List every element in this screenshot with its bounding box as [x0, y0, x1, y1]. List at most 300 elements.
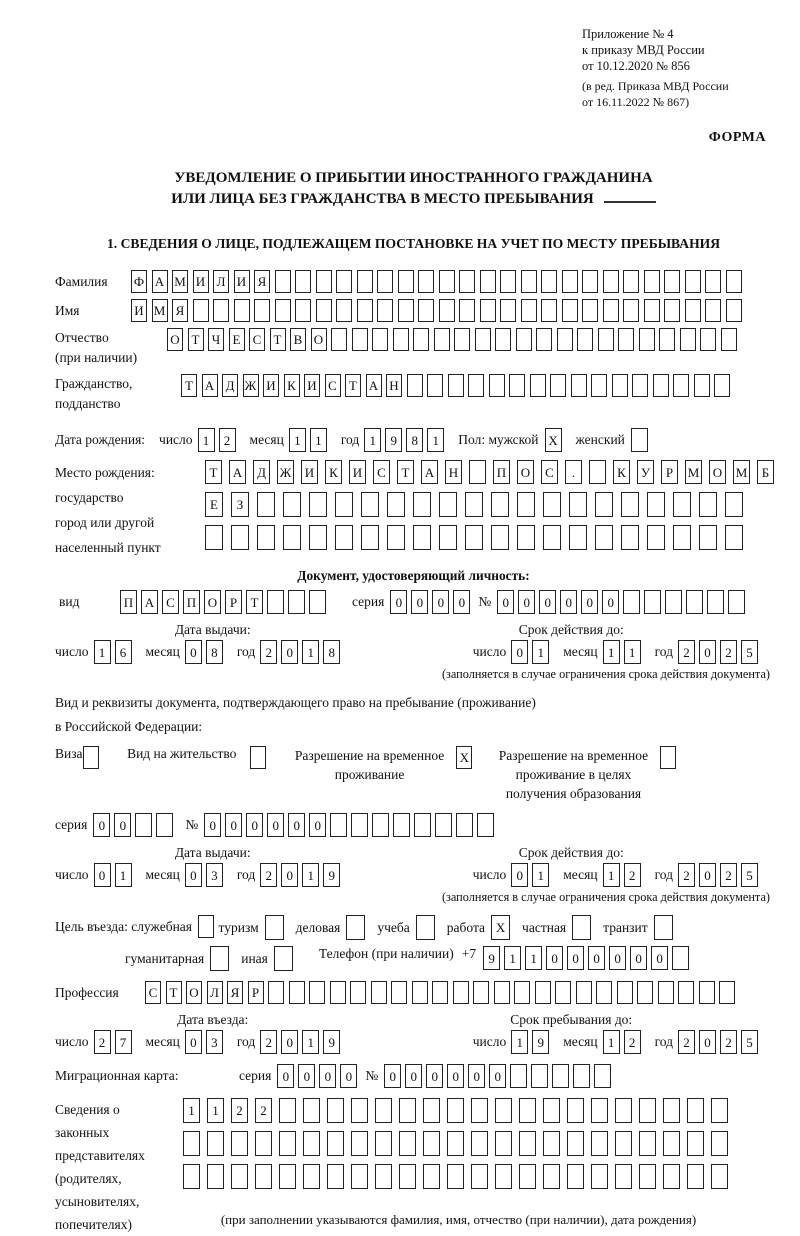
char-cell[interactable]	[352, 328, 368, 351]
char-cell[interactable]: И	[234, 270, 250, 293]
char-cell[interactable]: 0	[340, 1064, 357, 1088]
char-cell[interactable]	[495, 328, 511, 351]
char-cell[interactable]	[254, 299, 270, 322]
char-cell[interactable]	[569, 492, 587, 517]
char-cell[interactable]: Б	[757, 460, 774, 484]
char-cell[interactable]	[725, 492, 743, 517]
char-cell[interactable]: Р	[661, 460, 678, 484]
char-cell[interactable]: 1	[302, 640, 319, 664]
char-cell[interactable]	[413, 328, 429, 351]
char-cell[interactable]	[644, 299, 660, 322]
char-cell[interactable]	[303, 1098, 320, 1123]
char-cell[interactable]: 0	[453, 590, 470, 614]
char-cell[interactable]: С	[373, 460, 390, 484]
char-cell[interactable]: 0	[93, 813, 110, 837]
char-cell[interactable]: 0	[602, 590, 619, 614]
char-cell[interactable]	[475, 328, 491, 351]
char-cell[interactable]	[500, 299, 516, 322]
char-cell[interactable]	[550, 374, 566, 397]
char-cell[interactable]	[664, 299, 680, 322]
char-cell[interactable]	[726, 299, 742, 322]
char-cell[interactable]: 0	[560, 590, 577, 614]
char-cell[interactable]	[330, 981, 346, 1004]
char-cell[interactable]	[621, 525, 639, 550]
char-cell[interactable]	[423, 1164, 440, 1189]
char-cell[interactable]	[495, 1164, 512, 1189]
char-cell[interactable]: К	[613, 460, 630, 484]
char-cell[interactable]: Н	[386, 374, 402, 397]
char-cell[interactable]	[453, 981, 469, 1004]
char-cell[interactable]	[577, 328, 593, 351]
char-cell[interactable]: Ф	[131, 270, 147, 293]
char-cell[interactable]: 2	[720, 863, 737, 887]
char-cell[interactable]: 1	[511, 1030, 528, 1054]
char-cell[interactable]	[653, 374, 669, 397]
char-cell[interactable]: Н	[445, 460, 462, 484]
char-cell[interactable]: 2	[624, 863, 641, 887]
char-cell[interactable]	[83, 746, 99, 769]
char-cell[interactable]	[617, 981, 633, 1004]
char-cell[interactable]	[562, 270, 578, 293]
char-cell[interactable]: 0	[309, 813, 326, 837]
char-cell[interactable]	[255, 1164, 272, 1189]
char-cell[interactable]	[555, 981, 571, 1004]
char-cell[interactable]: 2	[678, 1030, 695, 1054]
char-cell[interactable]: 5	[741, 1030, 758, 1054]
char-cell[interactable]: О	[167, 328, 183, 351]
char-cell[interactable]	[331, 328, 347, 351]
char-cell[interactable]	[519, 1131, 536, 1156]
char-cell[interactable]: И	[349, 460, 366, 484]
char-cell[interactable]: 1	[207, 1098, 224, 1123]
char-cell[interactable]: 0	[185, 1030, 202, 1054]
char-cell[interactable]	[471, 1131, 488, 1156]
char-cell[interactable]	[283, 525, 301, 550]
char-cell[interactable]	[726, 270, 742, 293]
char-cell[interactable]: С	[541, 460, 558, 484]
char-cell[interactable]	[516, 328, 532, 351]
char-cell[interactable]	[517, 525, 535, 550]
char-cell[interactable]	[591, 1098, 608, 1123]
char-cell[interactable]	[309, 981, 325, 1004]
char-cell[interactable]	[303, 1164, 320, 1189]
char-cell[interactable]	[371, 981, 387, 1004]
purpose-option-checkbox[interactable]	[265, 915, 284, 940]
char-cell[interactable]	[309, 492, 327, 517]
char-cell[interactable]	[377, 270, 393, 293]
char-cell[interactable]	[336, 270, 352, 293]
char-cell[interactable]	[135, 813, 152, 837]
char-cell[interactable]: А	[366, 374, 382, 397]
char-cell[interactable]	[439, 525, 457, 550]
purpose-option-checkbox[interactable]	[654, 915, 673, 940]
char-cell[interactable]: Я	[254, 270, 270, 293]
char-cell[interactable]	[303, 1131, 320, 1156]
char-cell[interactable]	[711, 1098, 728, 1123]
char-cell[interactable]: 2	[678, 863, 695, 887]
char-cell[interactable]	[198, 915, 214, 938]
char-cell[interactable]	[351, 1098, 368, 1123]
char-cell[interactable]: И	[193, 270, 209, 293]
char-cell[interactable]	[519, 1164, 536, 1189]
char-cell[interactable]: 9	[385, 428, 402, 452]
purpose-option-checkbox[interactable]	[416, 915, 435, 940]
char-cell[interactable]: 0	[489, 1064, 506, 1088]
char-cell[interactable]: Д	[253, 460, 270, 484]
char-cell[interactable]	[234, 299, 250, 322]
char-cell[interactable]: 1	[532, 640, 549, 664]
char-cell[interactable]: Т	[397, 460, 414, 484]
char-cell[interactable]	[705, 270, 721, 293]
char-cell[interactable]	[509, 374, 525, 397]
char-cell[interactable]: 2	[260, 640, 277, 664]
char-cell[interactable]: Е	[229, 328, 245, 351]
char-cell[interactable]: Л	[213, 270, 229, 293]
char-cell[interactable]	[447, 1098, 464, 1123]
char-cell[interactable]	[623, 299, 639, 322]
char-cell[interactable]: М	[172, 270, 188, 293]
char-cell[interactable]	[685, 299, 701, 322]
char-cell[interactable]	[418, 270, 434, 293]
char-cell[interactable]: 0	[185, 863, 202, 887]
char-cell[interactable]	[514, 981, 530, 1004]
char-cell[interactable]	[439, 270, 455, 293]
char-cell[interactable]	[275, 270, 291, 293]
char-cell[interactable]	[725, 525, 743, 550]
char-cell[interactable]	[694, 374, 710, 397]
char-cell[interactable]	[705, 299, 721, 322]
char-cell[interactable]	[647, 525, 665, 550]
char-cell[interactable]	[569, 525, 587, 550]
char-cell[interactable]	[351, 1164, 368, 1189]
char-cell[interactable]	[330, 813, 347, 837]
char-cell[interactable]: П	[183, 590, 200, 614]
char-cell[interactable]	[456, 813, 473, 837]
char-cell[interactable]: И	[263, 374, 279, 397]
char-cell[interactable]	[673, 492, 691, 517]
char-cell[interactable]: К	[284, 374, 300, 397]
char-cell[interactable]	[183, 1131, 200, 1156]
char-cell[interactable]	[631, 428, 648, 452]
char-cell[interactable]: П	[493, 460, 510, 484]
char-cell[interactable]: 0	[651, 946, 668, 970]
char-cell[interactable]: Ж	[277, 460, 294, 484]
char-cell[interactable]	[279, 1164, 296, 1189]
char-cell[interactable]	[639, 1131, 656, 1156]
char-cell[interactable]	[618, 328, 634, 351]
char-cell[interactable]	[678, 981, 694, 1004]
char-cell[interactable]	[473, 981, 489, 1004]
char-cell[interactable]: 2	[94, 1030, 111, 1054]
char-cell[interactable]	[623, 270, 639, 293]
char-cell[interactable]: 1	[603, 640, 620, 664]
char-cell[interactable]	[721, 328, 737, 351]
char-cell[interactable]	[288, 590, 305, 614]
char-cell[interactable]	[480, 270, 496, 293]
char-cell[interactable]	[589, 460, 606, 484]
char-cell[interactable]: 0	[511, 863, 528, 887]
char-cell[interactable]: 1	[94, 640, 111, 664]
char-cell[interactable]: 2	[255, 1098, 272, 1123]
char-cell[interactable]	[591, 1131, 608, 1156]
char-cell[interactable]	[639, 1098, 656, 1123]
char-cell[interactable]	[447, 1131, 464, 1156]
char-cell[interactable]: 0	[497, 590, 514, 614]
char-cell[interactable]	[387, 525, 405, 550]
char-cell[interactable]	[357, 270, 373, 293]
char-cell[interactable]	[664, 270, 680, 293]
purpose-option-checkbox[interactable]: X	[491, 915, 510, 940]
char-cell[interactable]: Я	[227, 981, 243, 1004]
char-cell[interactable]	[658, 981, 674, 1004]
char-cell[interactable]	[567, 1164, 584, 1189]
char-cell[interactable]	[582, 299, 598, 322]
char-cell[interactable]	[454, 328, 470, 351]
char-cell[interactable]	[207, 1164, 224, 1189]
char-cell[interactable]	[699, 981, 715, 1004]
char-cell[interactable]: Я	[172, 299, 188, 322]
char-cell[interactable]	[413, 492, 431, 517]
char-cell[interactable]	[375, 1098, 392, 1123]
char-cell[interactable]: 9	[323, 1030, 340, 1054]
char-cell[interactable]	[665, 590, 682, 614]
char-cell[interactable]	[387, 492, 405, 517]
char-cell[interactable]	[632, 374, 648, 397]
char-cell[interactable]	[519, 1098, 536, 1123]
char-cell[interactable]: 0	[699, 640, 716, 664]
char-cell[interactable]: О	[204, 590, 221, 614]
char-cell[interactable]	[398, 270, 414, 293]
char-cell[interactable]	[423, 1131, 440, 1156]
char-cell[interactable]: М	[685, 460, 702, 484]
char-cell[interactable]	[459, 299, 475, 322]
char-cell[interactable]	[432, 981, 448, 1004]
char-cell[interactable]	[351, 813, 368, 837]
char-cell[interactable]: Л	[207, 981, 223, 1004]
char-cell[interactable]	[468, 374, 484, 397]
char-cell[interactable]: О	[517, 460, 534, 484]
char-cell[interactable]	[471, 1164, 488, 1189]
char-cell[interactable]	[231, 525, 249, 550]
char-cell[interactable]: Е	[205, 492, 223, 517]
char-cell[interactable]	[279, 1098, 296, 1123]
char-cell[interactable]: 3	[206, 1030, 223, 1054]
char-cell[interactable]: 0	[277, 1064, 294, 1088]
char-cell[interactable]	[283, 492, 301, 517]
char-cell[interactable]	[471, 1098, 488, 1123]
char-cell[interactable]	[213, 299, 229, 322]
char-cell[interactable]	[659, 328, 675, 351]
char-cell[interactable]	[594, 1064, 611, 1088]
char-cell[interactable]	[680, 328, 696, 351]
char-cell[interactable]: 0	[405, 1064, 422, 1088]
char-cell[interactable]	[413, 525, 431, 550]
char-cell[interactable]: А	[141, 590, 158, 614]
purpose-option-checkbox[interactable]	[274, 946, 293, 971]
char-cell[interactable]: 9	[532, 1030, 549, 1054]
char-cell[interactable]	[612, 374, 628, 397]
char-cell[interactable]: К	[325, 460, 342, 484]
char-cell[interactable]	[335, 525, 353, 550]
char-cell[interactable]	[183, 1164, 200, 1189]
char-cell[interactable]: 1	[364, 428, 381, 452]
char-cell[interactable]: 0	[185, 640, 202, 664]
char-cell[interactable]	[543, 492, 561, 517]
char-cell[interactable]: 0	[288, 813, 305, 837]
char-cell[interactable]: 1	[115, 863, 132, 887]
char-cell[interactable]: 1	[603, 863, 620, 887]
char-cell[interactable]	[316, 299, 332, 322]
char-cell[interactable]: 1	[427, 428, 444, 452]
char-cell[interactable]: 0	[281, 863, 298, 887]
char-cell[interactable]	[439, 492, 457, 517]
char-cell[interactable]: 1	[289, 428, 306, 452]
char-cell[interactable]	[336, 299, 352, 322]
char-cell[interactable]: 5	[741, 640, 758, 664]
char-cell[interactable]: А	[421, 460, 438, 484]
char-cell[interactable]	[412, 981, 428, 1004]
char-cell[interactable]	[399, 1131, 416, 1156]
char-cell[interactable]: 8	[206, 640, 223, 664]
char-cell[interactable]	[615, 1131, 632, 1156]
char-cell[interactable]: 0	[384, 1064, 401, 1088]
char-cell[interactable]	[541, 270, 557, 293]
char-cell[interactable]	[393, 328, 409, 351]
char-cell[interactable]	[576, 981, 592, 1004]
char-cell[interactable]	[427, 374, 443, 397]
char-cell[interactable]	[673, 525, 691, 550]
char-cell[interactable]: 0	[281, 640, 298, 664]
char-cell[interactable]: 0	[426, 1064, 443, 1088]
char-cell[interactable]: М	[733, 460, 750, 484]
char-cell[interactable]: 0	[281, 1030, 298, 1054]
char-cell[interactable]	[423, 1098, 440, 1123]
char-cell[interactable]: У	[637, 460, 654, 484]
char-cell[interactable]	[567, 1131, 584, 1156]
char-cell[interactable]	[495, 1131, 512, 1156]
char-cell[interactable]: С	[162, 590, 179, 614]
char-cell[interactable]: 9	[483, 946, 500, 970]
char-cell[interactable]	[491, 492, 509, 517]
char-cell[interactable]	[357, 299, 373, 322]
char-cell[interactable]	[711, 1131, 728, 1156]
char-cell[interactable]: 0	[699, 863, 716, 887]
char-cell[interactable]: 0	[94, 863, 111, 887]
char-cell[interactable]: 0	[581, 590, 598, 614]
char-cell[interactable]	[350, 981, 366, 1004]
purpose-option-checkbox[interactable]	[572, 915, 591, 940]
char-cell[interactable]: Р	[225, 590, 242, 614]
char-cell[interactable]: Т	[181, 374, 197, 397]
char-cell[interactable]: 2	[624, 1030, 641, 1054]
char-cell[interactable]	[685, 270, 701, 293]
char-cell[interactable]	[268, 981, 284, 1004]
char-cell[interactable]	[672, 946, 689, 970]
char-cell[interactable]	[552, 1064, 569, 1088]
char-cell[interactable]: Т	[246, 590, 263, 614]
char-cell[interactable]: С	[325, 374, 341, 397]
char-cell[interactable]: 0	[319, 1064, 336, 1088]
char-cell[interactable]	[530, 374, 546, 397]
char-cell[interactable]: 0	[390, 590, 407, 614]
char-cell[interactable]	[567, 1098, 584, 1123]
char-cell[interactable]	[714, 374, 730, 397]
char-cell[interactable]	[707, 590, 724, 614]
char-cell[interactable]: 1	[532, 863, 549, 887]
char-cell[interactable]	[699, 525, 717, 550]
char-cell[interactable]	[660, 746, 676, 769]
char-cell[interactable]: 2	[720, 1030, 737, 1054]
char-cell[interactable]	[699, 492, 717, 517]
char-cell[interactable]	[541, 299, 557, 322]
char-cell[interactable]: 0	[539, 590, 556, 614]
char-cell[interactable]: А	[202, 374, 218, 397]
char-cell[interactable]	[309, 590, 326, 614]
char-cell[interactable]	[644, 590, 661, 614]
char-cell[interactable]: 8	[323, 640, 340, 664]
char-cell[interactable]: 0	[267, 813, 284, 837]
char-cell[interactable]	[687, 1098, 704, 1123]
char-cell[interactable]	[562, 299, 578, 322]
char-cell[interactable]	[596, 981, 612, 1004]
char-cell[interactable]: 9	[323, 863, 340, 887]
char-cell[interactable]: А	[152, 270, 168, 293]
char-cell[interactable]	[257, 525, 275, 550]
char-cell[interactable]: В	[290, 328, 306, 351]
char-cell[interactable]	[407, 374, 423, 397]
char-cell[interactable]: 1	[302, 863, 319, 887]
char-cell[interactable]: 0	[432, 590, 449, 614]
char-cell[interactable]: 2	[678, 640, 695, 664]
char-cell[interactable]: 3	[206, 863, 223, 887]
char-cell[interactable]	[414, 813, 431, 837]
char-cell[interactable]: 0	[546, 946, 563, 970]
char-cell[interactable]	[255, 1131, 272, 1156]
char-cell[interactable]	[700, 328, 716, 351]
char-cell[interactable]	[489, 374, 505, 397]
char-cell[interactable]	[711, 1164, 728, 1189]
char-cell[interactable]	[543, 525, 561, 550]
char-cell[interactable]	[289, 981, 305, 1004]
char-cell[interactable]	[591, 1164, 608, 1189]
char-cell[interactable]	[603, 270, 619, 293]
char-cell[interactable]: С	[249, 328, 265, 351]
char-cell[interactable]: 1	[525, 946, 542, 970]
char-cell[interactable]	[543, 1131, 560, 1156]
char-cell[interactable]	[275, 299, 291, 322]
char-cell[interactable]	[615, 1164, 632, 1189]
char-cell[interactable]	[663, 1098, 680, 1123]
char-cell[interactable]	[193, 299, 209, 322]
char-cell[interactable]	[375, 1164, 392, 1189]
char-cell[interactable]	[361, 525, 379, 550]
char-cell[interactable]	[434, 328, 450, 351]
char-cell[interactable]	[687, 1164, 704, 1189]
char-cell[interactable]: 1	[504, 946, 521, 970]
char-cell[interactable]	[719, 981, 735, 1004]
char-cell[interactable]	[543, 1164, 560, 1189]
char-cell[interactable]: Р	[248, 981, 264, 1004]
char-cell[interactable]: 0	[225, 813, 242, 837]
char-cell[interactable]: М	[152, 299, 168, 322]
char-cell[interactable]	[267, 590, 284, 614]
char-cell[interactable]	[480, 299, 496, 322]
char-cell[interactable]	[557, 328, 573, 351]
char-cell[interactable]	[531, 1064, 548, 1088]
char-cell[interactable]	[521, 299, 537, 322]
purpose-option-checkbox[interactable]	[210, 946, 229, 971]
char-cell[interactable]: .	[565, 460, 582, 484]
